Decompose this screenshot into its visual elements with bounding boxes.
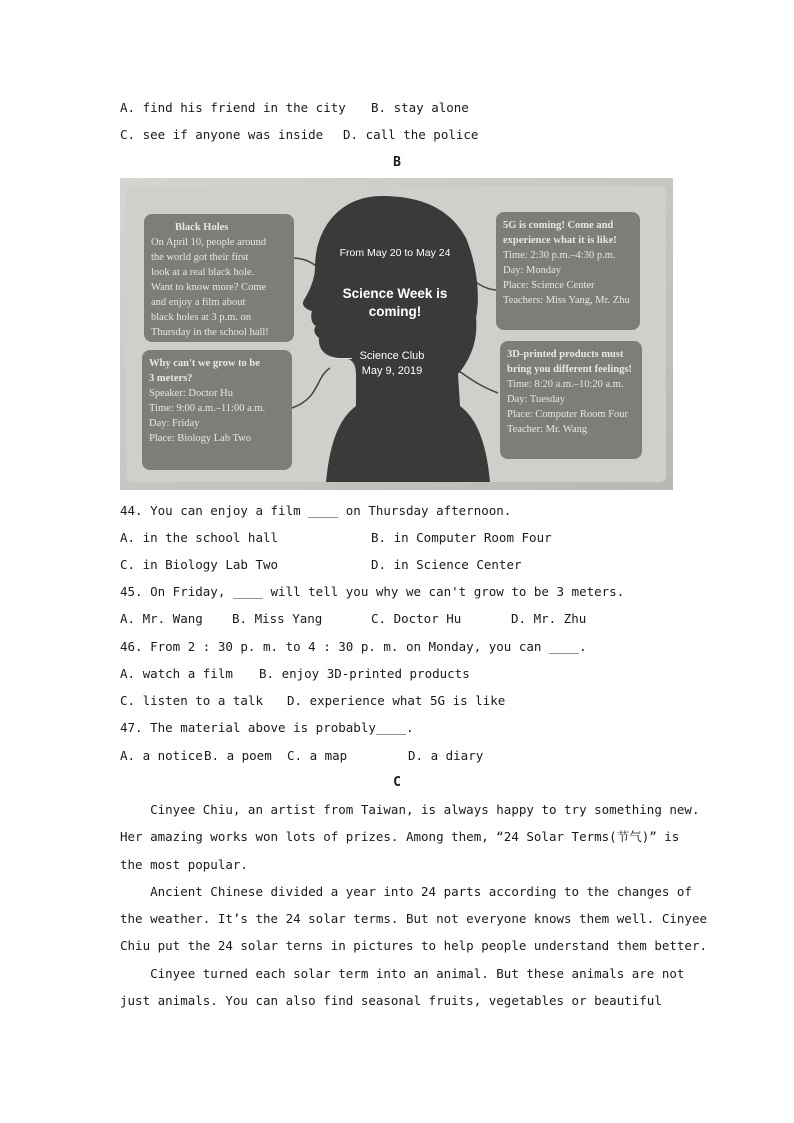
card-3d-title-1: 3D-printed products must	[507, 349, 624, 360]
card-3d-title-2: bring you different feelings!	[507, 364, 632, 375]
card-black-holes-line: the world got their first	[151, 252, 249, 263]
q45-option-a: A. Mr. Wang	[120, 611, 203, 626]
q43-option-a: A. find his friend in the city	[120, 100, 346, 115]
card-black-holes-line: black holes at 3 p.m. on	[151, 312, 252, 323]
q44-option-c: C. in Biology Lab Two	[120, 557, 279, 572]
q43-option-c: C. see if anyone was inside	[120, 127, 324, 142]
passage-line: the weather. It’s the 24 solar terms. But not everyone knows them well. Cinyee	[120, 911, 707, 926]
q44-stem: 44. You can enjoy a film ____ on Thursday afternoon.	[120, 503, 512, 518]
card-5g-line: Teachers: Miss Yang, Mr. Zhu	[503, 295, 630, 306]
card-black-holes-line: Want to know more? Come	[151, 282, 267, 293]
section-b-heading: B	[393, 155, 401, 170]
card-5g-line: Place: Science Center	[503, 280, 595, 291]
science-week-poster	[120, 178, 673, 490]
passage-line: Cinyee turned each solar term into an animal. But these animals are not	[120, 966, 685, 981]
q45-option-c: C. Doctor Hu	[371, 611, 462, 626]
card-3d-line: Teacher: Mr. Wang	[507, 424, 588, 435]
q47-stem: 47. The material above is probably____.	[120, 720, 414, 735]
card-3d-line: Day: Tuesday	[507, 394, 566, 405]
q44-option-b: B. in Computer Room Four	[371, 530, 552, 545]
q45-option-b: B. Miss Yang	[232, 611, 323, 626]
passage-line: Cinyee Chiu, an artist from Taiwan, is always happy to try something new.	[120, 802, 700, 817]
card-5g	[496, 212, 640, 330]
card-3d-printed	[500, 341, 642, 459]
club-line-1: Science Club	[359, 350, 425, 362]
q44-option-a: A. in the school hall	[120, 530, 279, 545]
q43-option-d: D. call the police	[343, 127, 479, 142]
card-3d-line: Time: 8:20 a.m.–10:20 a.m.	[507, 379, 624, 390]
passage-line: just animals. You can also find seasonal fruits, vegetables or beautiful	[120, 993, 662, 1008]
passage-line: the most popular.	[120, 857, 248, 872]
q47-option-c: C. a map	[287, 748, 348, 763]
card-black-holes-line: Thursday in the school hall!	[151, 327, 269, 338]
card-grow-line: Place: Biology Lab Two	[149, 433, 252, 444]
center-title-line-2: coming!	[368, 304, 422, 319]
card-black-holes-line: look at a real black hole.	[151, 267, 255, 278]
card-grow-title-2: 3 meters?	[149, 373, 193, 384]
card-black-holes-line: On April 10, people around	[151, 237, 267, 248]
q44-option-d: D. in Science Center	[371, 557, 522, 572]
q47-option-d: D. a diary	[408, 748, 484, 763]
card-grow	[142, 350, 292, 470]
card-grow-title-1: Why can't we grow to be	[149, 358, 260, 369]
club-divider	[328, 358, 352, 359]
card-5g-line: Time: 2:30 p.m.–4:30 p.m.	[503, 250, 616, 261]
q47-option-b: B. a poem	[204, 748, 272, 763]
q45-stem: 45. On Friday, ____ will tell you why we can't grow to be 3 meters.	[120, 584, 625, 599]
card-grow-line: Day: Friday	[149, 418, 200, 429]
q46-option-d: D. experience what 5G is like	[287, 693, 506, 708]
section-c-heading: C	[393, 775, 401, 790]
q46-option-b: B. enjoy 3D-printed products	[259, 666, 470, 681]
card-5g-line: Day: Monday	[503, 265, 562, 276]
q43-option-b: B. stay alone	[371, 100, 469, 115]
card-3d-line: Place: Computer Room Four	[507, 409, 629, 420]
passage-line: Her amazing works won lots of prizes. Among them, “24 Solar Terms(节气)” is	[120, 829, 680, 844]
card-black-holes-line: and enjoy a film about	[151, 297, 246, 308]
q47-option-a: A. a notice	[120, 748, 203, 763]
center-date: From May 20 to May 24	[339, 247, 451, 259]
card-5g-title-2: experience what it is like!	[503, 235, 617, 246]
card-grow-line: Speaker: Doctor Hu	[149, 388, 233, 399]
card-black-holes	[144, 214, 294, 342]
club-line-2: May 9, 2019	[361, 365, 423, 377]
q46-option-a: A. watch a film	[120, 666, 233, 681]
card-black-holes-title: Black Holes	[175, 222, 229, 233]
q45-option-d: D. Mr. Zhu	[511, 611, 587, 626]
center-title-line-1: Science Week is	[342, 286, 448, 301]
card-grow-line: Time: 9:00 a.m.–11:00 a.m.	[149, 403, 266, 414]
q46-stem: 46. From 2 : 30 p. m. to 4 : 30 p. m. on Monday, you can ____.	[120, 639, 587, 654]
passage-line: Ancient Chinese divided a year into 24 parts according to the changes of	[120, 884, 692, 899]
card-5g-title-1: 5G is coming! Come and	[503, 220, 614, 231]
passage-line: Chiu put the 24 solar terns in pictures to help people understand them better.	[120, 938, 707, 953]
q46-option-c: C. listen to a talk	[120, 693, 263, 708]
